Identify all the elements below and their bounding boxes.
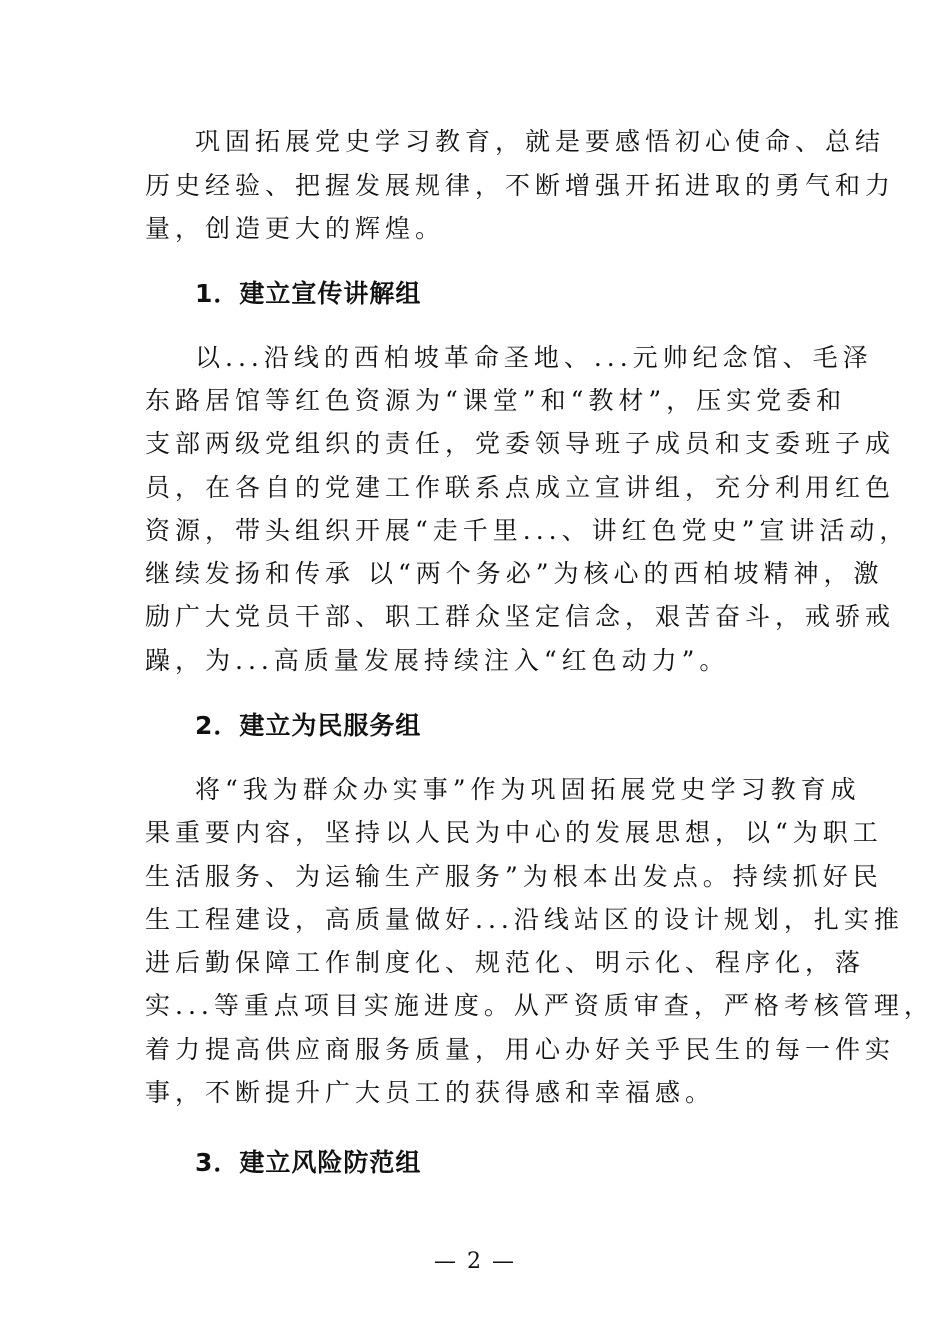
page-number: — 2 — xyxy=(434,1249,516,1274)
paragraph-3-line-4: 生工程建设，高质量做好...沿线站区的设计规划，扎实推 xyxy=(145,905,904,934)
paragraph-3-line-1: 将“我为群众办实事”作为巩固拓展党史学习教育成 xyxy=(195,775,861,804)
paragraph-2-line-5: 资源，带头组织开展“走千里...、讲红色党史”宣讲活动， xyxy=(145,516,910,545)
paragraph-3-line-3: 生活服务、为运输生产服务”为根本出发点。持续抓好民 xyxy=(145,862,883,891)
paragraph-1-line-2: 历史经验、把握发展规律，不断增强开拓进取的勇气和力 xyxy=(145,171,896,200)
paragraph-1-line-3: 量，创造更大的辉煌。 xyxy=(145,214,446,243)
section-heading-3: 3．建立风险防范组 xyxy=(195,1148,422,1177)
section-heading-1: 1．建立宣传讲解组 xyxy=(195,279,422,308)
paragraph-2-line-1: 以...沿线的西柏坡革命圣地、...元帅纪念馆、毛泽 xyxy=(195,343,873,372)
section-heading-2: 2．建立为民服务组 xyxy=(195,711,422,740)
paragraph-2-line-2: 东路居馆等红色资源为“课堂”和“教材”，压实党委和 xyxy=(145,386,847,415)
paragraph-1-line-1: 巩固拓展党史学习教育，就是要感悟初心使命、总结 xyxy=(195,127,886,156)
paragraph-2-line-4: 员，在各自的党建工作联系点成立宣讲组，充分利用红色 xyxy=(145,473,896,502)
paragraph-3-line-6: 实...等重点项目实施进度。从严资质审查，严格考核管理， xyxy=(145,991,934,1020)
paragraph-2-line-3: 支部两级党组织的责任，党委领导班子成员和支委班子成 xyxy=(145,429,896,458)
paragraph-2-line-8: 躁，为...高质量发展持续注入“红色动力”。 xyxy=(145,646,730,675)
paragraph-3-line-7: 着力提高供应商服务质量，用心办好关乎民生的每一件实 xyxy=(145,1035,896,1064)
paragraph-2-line-6: 继续发扬和传承 以“两个务必”为核心的西柏坡精神，激 xyxy=(145,559,884,588)
paragraph-3-line-8: 事，不断提升广大员工的获得感和幸福感。 xyxy=(145,1078,716,1107)
paragraph-3-line-5: 进后勤保障工作制度化、规范化、明示化、程序化，落 xyxy=(145,948,866,977)
paragraph-3-line-2: 果重要内容，坚持以人民为中心的发展思想，以“为职工 xyxy=(145,818,883,847)
paragraph-2-line-7: 励广大党员干部、职工群众坚定信念，艰苦奋斗，戒骄戒 xyxy=(145,602,896,631)
